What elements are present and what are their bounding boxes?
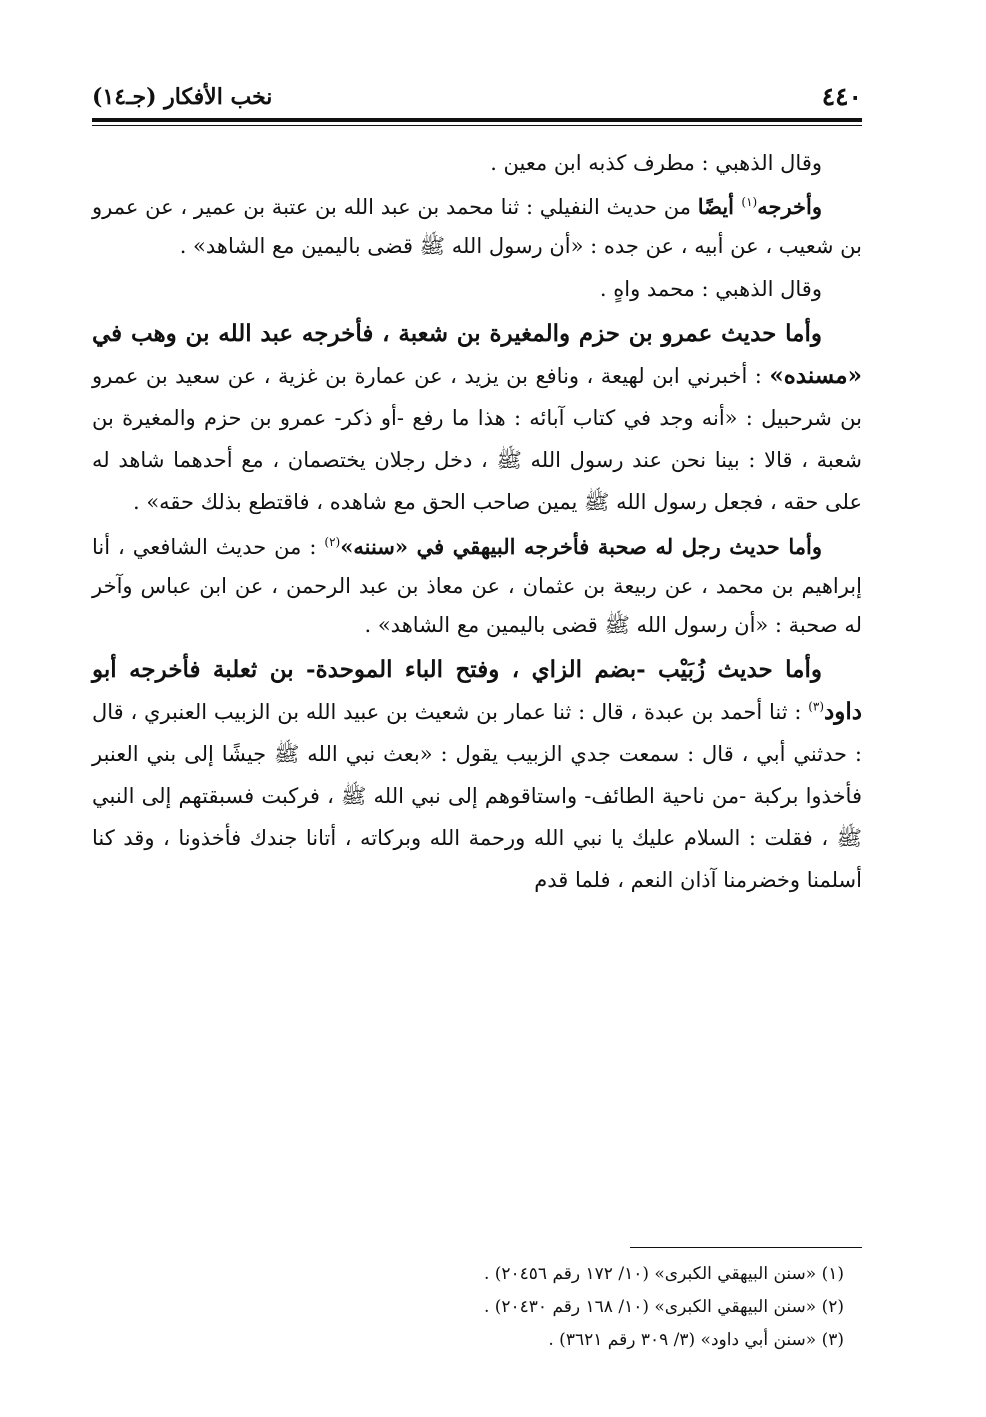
paragraph-5-text: : من حديث الشافعي ، أنا إبراهيم بن محمد ، عن ربيعة بن عثمان ، عن معاذ بن عبد الرحمن ، عن ابن عباس وآخر له صحبة : «أن رسول الله ﷺ قضى باليمين مع الشاهد» . [92,535,862,637]
paragraph-5-lead: وأما حديث رجل له صحبة فأخرجه البيهقي في «سننه» [340,534,822,559]
paragraph-6-text: : ثنا أحمد بن عبدة ، قال : ثنا عمار بن شعيث بن عبيد الله بن الزبيب العنبري ، قال : حدثني أبي ، قال : سمعت جدي الزبيب يقول : «بعث نبي الله ﷺ جيشًا إلى بني العنبر فأخذوا بركبة -من ناحية الطائف- واستاقوهم إلى نبي الله ﷺ ، فركبت فسبقتهم إلى النبي ﷺ ، فقلت : السلام عليك يا نبي الله ورحمة الله وبركاته ، أتانا جندك فأخذونا ، وقد كنا أسلمنا وخضرمنا آذان النعم ، فلما قدم [92,700,862,892]
main-text [92,144,862,905]
header-rule-thick [92,118,862,122]
book-page [92,40,862,1380]
footnote-3: (٣) «سنن أبي داود» (٣/ ٣٠٩ رقم ٣٦٢١) . [548,1330,844,1350]
paragraph-6-lead: وأما حديث زُبَيْب -بضم الزاي ، وفتح الباء الموحدة- بن ثعلبة فأخرجه أبو داود [92,656,862,725]
footnote-ref-3: (٣) [808,699,825,714]
page-header [92,80,862,118]
paragraph-1-text: وقال الذهبي : مطرف كذبه ابن معين . [490,151,822,175]
paragraph-3-text: وقال الذهبي : محمد واهٍ . [599,277,822,301]
paragraph-2-text: من حديث النفيلي : ثنا محمد بن عبد الله بن عتبة بن عمير ، عن عمرو بن شعيب ، عن أبيه ، عن جده : «أن رسول الله ﷺ قضى باليمين مع الشاهد» . [92,195,862,258]
paragraph-6 [92,649,862,901]
paragraph-2 [92,187,862,266]
paragraph-1 [92,144,862,183]
footnote-1: (١) «سنن البيهقي الكبرى» (١٠/ ١٧٢ رقم ٢٠٤٥٦) . [483,1264,844,1284]
paragraph-4-lead: وأما حديث عمرو بن حزم والمغيرة بن شعبة ، فأخرجه عبد الله بن وهب في «مسنده» [92,320,862,389]
running-title: نخب الأفكار (جـ١٤) [92,84,273,110]
header-rule-thin [92,125,862,126]
footnote-2: (٢) «سنن البيهقي الكبرى» (١٠/ ١٦٨ رقم ٢٠٤٣٠) . [483,1297,844,1317]
page-number: ٤٤٠ [821,82,862,111]
footnotes [92,1258,862,1357]
footnote-ref-1: (١) [741,195,758,209]
paragraph-4-text: : أخبرني ابن لهيعة ، ونافع بن يزيد ، عن عمارة بن غزية ، عن سعيد بن عمرو بن شرحبيل : «أنه وجد في كتاب آبائه : هذا ما رفع -أو ذكر- عمرو بن حزم والمغيرة بن شعبة ، قالا : بينا نحن عند رسول الله ﷺ ، دخل رجلان يختصمان ، مع أحدهما شاهد له على حقه ، فجعل رسول الله ﷺ يمين صاحب الحق مع شاهده ، فاقتطع بذلك حقه» . [92,364,862,514]
paragraph-2-lead: وأخرجه [757,194,822,219]
paragraph-3 [92,270,862,309]
paragraph-5 [92,527,862,645]
footnote-separator [630,1247,862,1248]
paragraph-4 [92,313,862,523]
paragraph-2-lead-2: أيضًا [697,194,742,219]
footnote-ref-2: (٢) [324,535,341,549]
